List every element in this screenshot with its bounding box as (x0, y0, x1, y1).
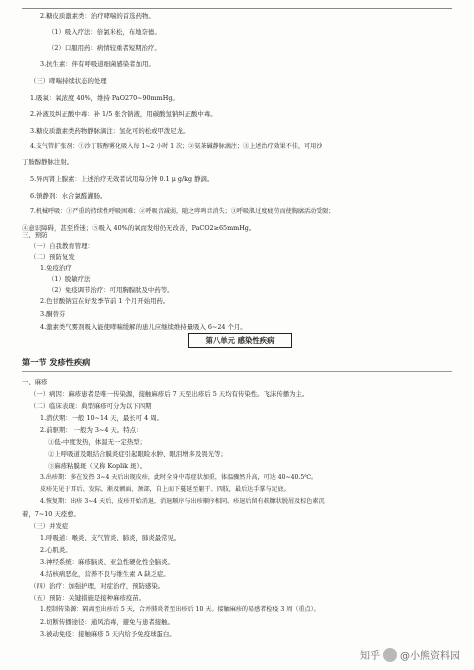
text-line: 3.酮替芬 (40, 310, 66, 318)
text-line: ③麻疹粘膜斑（又称 Koplik 斑）。 (48, 462, 147, 470)
text-line: 2.心肌炎。 (40, 546, 72, 554)
text-line: 3.神经系统：麻疹脑炎、亚急性硬化性全脑炎。 (40, 558, 174, 566)
text-line: 5.异丙肾上腺素：上述治疗无效者试用每分钟 0.1 μ g/kg 静滴。 (30, 175, 214, 183)
text-line: （1）吸入疗法：倍氯米松，布地奈德。 (48, 28, 161, 36)
text-line: 6.镇静剂：水合氯醛灌肠。 (30, 192, 107, 200)
subheading: （三）哮喘持续状态的处理 (30, 77, 107, 85)
subheading: （五）预防：关键措施是接种麻疹疫苗。 (30, 594, 146, 602)
text-line: 2.补液及纠正酸中毒：补 1/5 张含钠液，用碳酸氢钠纠正酸中毒。 (30, 110, 217, 118)
watermark-text-right: @小熊资料园 (400, 651, 460, 662)
text-line: 4.激素类气雾剂吸入能使哮喘缓解的患儿应继续维持量吸入 6~24 个月。 (40, 323, 247, 331)
text-line: 2.色甘酸钠宜在好发季节前 1 个月开始用药。 (40, 297, 170, 305)
text-line: 1.免疫治疗 (40, 264, 72, 272)
watermark (360, 647, 460, 662)
top-rule (22, 8, 452, 9)
text-line: 3.糖皮质激素类药物静脉滴注：氢化可的松或甲泼尼龙。 (30, 127, 190, 135)
subheading: （三）并发症 (30, 522, 69, 530)
text-line: 4.结核病恶化，营养不良与维生素 A 缺乏症。 (40, 570, 170, 578)
text-line: 丁胺醇静脉注射。 (22, 158, 74, 166)
heading: 一、麻疹 (22, 378, 48, 386)
text-line: （一）病因：麻疹患者是唯一传染源，接触麻疹后 7 天至出疹后 5 天均有传染性。飞沫传播为主。 (30, 390, 309, 398)
text-line: ②上呼吸道及眼结合膜炎症引起眼睑水肿、眼泪增多及畏光等； (48, 450, 227, 458)
text-line: 2.糖皮质激素类：治疗哮喘的首选药物。 (40, 12, 155, 20)
text-line: （2）口服用药：病情较重者短期治疗。 (48, 44, 161, 52)
text-line: 1.潜伏期：一般 10~14 天，最长可 4 周。 (40, 414, 163, 422)
text-line: ①低-中度发热，体温无一定热型； (48, 438, 147, 446)
section-rule (22, 371, 452, 372)
text-line: 2.前驱期： 一般为 3~4 天。特点： (40, 426, 143, 434)
text-line: （1）脱敏疗法 (48, 275, 91, 283)
text-line: ④意识障碍，甚至昏迷；⑤吸入 40%的氧而发绀仍无改善，PaCO2≥65mmHg。 (22, 224, 256, 232)
heading: 三、预防 (22, 231, 48, 239)
text-line: （2）免疫调节治疗：可用胸腺肽及中药等。 (48, 286, 174, 294)
subheading: （一）自我教育管理： (30, 242, 94, 250)
subheading: （四）治疗：加强护理，对症治疗，预防感染。 (30, 582, 165, 590)
text-line: 3.出疹期：多在发热 3~4 天后出现皮疹，此时全身中毒症状加重，体温骤然升高，可达 40~40.5℃。 (40, 474, 318, 481)
text-line: 2.切断传播途径：通风消毒，避免与患者接触。 (40, 618, 174, 626)
section-title: 第一节 发疹性疾病 (22, 357, 91, 367)
text-line: 着，7~10 天痊愈。 (22, 510, 80, 518)
text-line: 7.机械呼吸：①严重的持续性呼吸困难；②呼吸音减弱，随之哮鸣音消失；③呼吸肌过度疲劳而使胸廓活动受限； (30, 208, 335, 215)
text-line: 4.恢复期：出疹 3~4 天后，皮疹开始消退，消退顺序与出疹顺序相同。疹退后留有麸糠状脱屑及棕色素沉 (40, 498, 325, 505)
text-line: 1.控制传染源：隔离至出疹后 5 天，合并肺炎者至出疹后 10 天。接触麻疹的易感者检疫 3 周（重点）。 (40, 606, 320, 613)
subheading: （二）临床表现：典型麻疹可分为以下四期 (30, 402, 152, 410)
text-line: 1.吸氧：氧浓度 40%，维持 PaO270~90mmHg。 (30, 94, 179, 102)
text-line: 4.支气管扩张剂：①沙丁胺醇雾化吸入每 1~2 小时 1 次；②氨茶碱静脉滴注；③上述治疗效果不佳，可用沙 (30, 143, 323, 150)
text-line: 3.抗生素：伴有呼吸道细菌感染者加用。 (40, 60, 155, 68)
text-line: 3.被动免疫：接触麻疹 5 天内给予免疫球蛋白。 (40, 630, 176, 638)
watermark-text-left: 知乎 (360, 651, 380, 662)
text-line: 1.呼吸道：喉炎、支气管炎、肺炎，肺炎最常见。 (40, 534, 181, 542)
avatar-icon (383, 648, 397, 662)
subheading: （二）预防复发 (30, 253, 75, 261)
text-line: 皮疹先见于耳后、发际，渐及额面、颈部，自上而下蔓延至躯干、四肢，最后达手掌与足底。 (40, 486, 290, 493)
unit-title: 第八单元 感染性疾病 (188, 333, 292, 348)
